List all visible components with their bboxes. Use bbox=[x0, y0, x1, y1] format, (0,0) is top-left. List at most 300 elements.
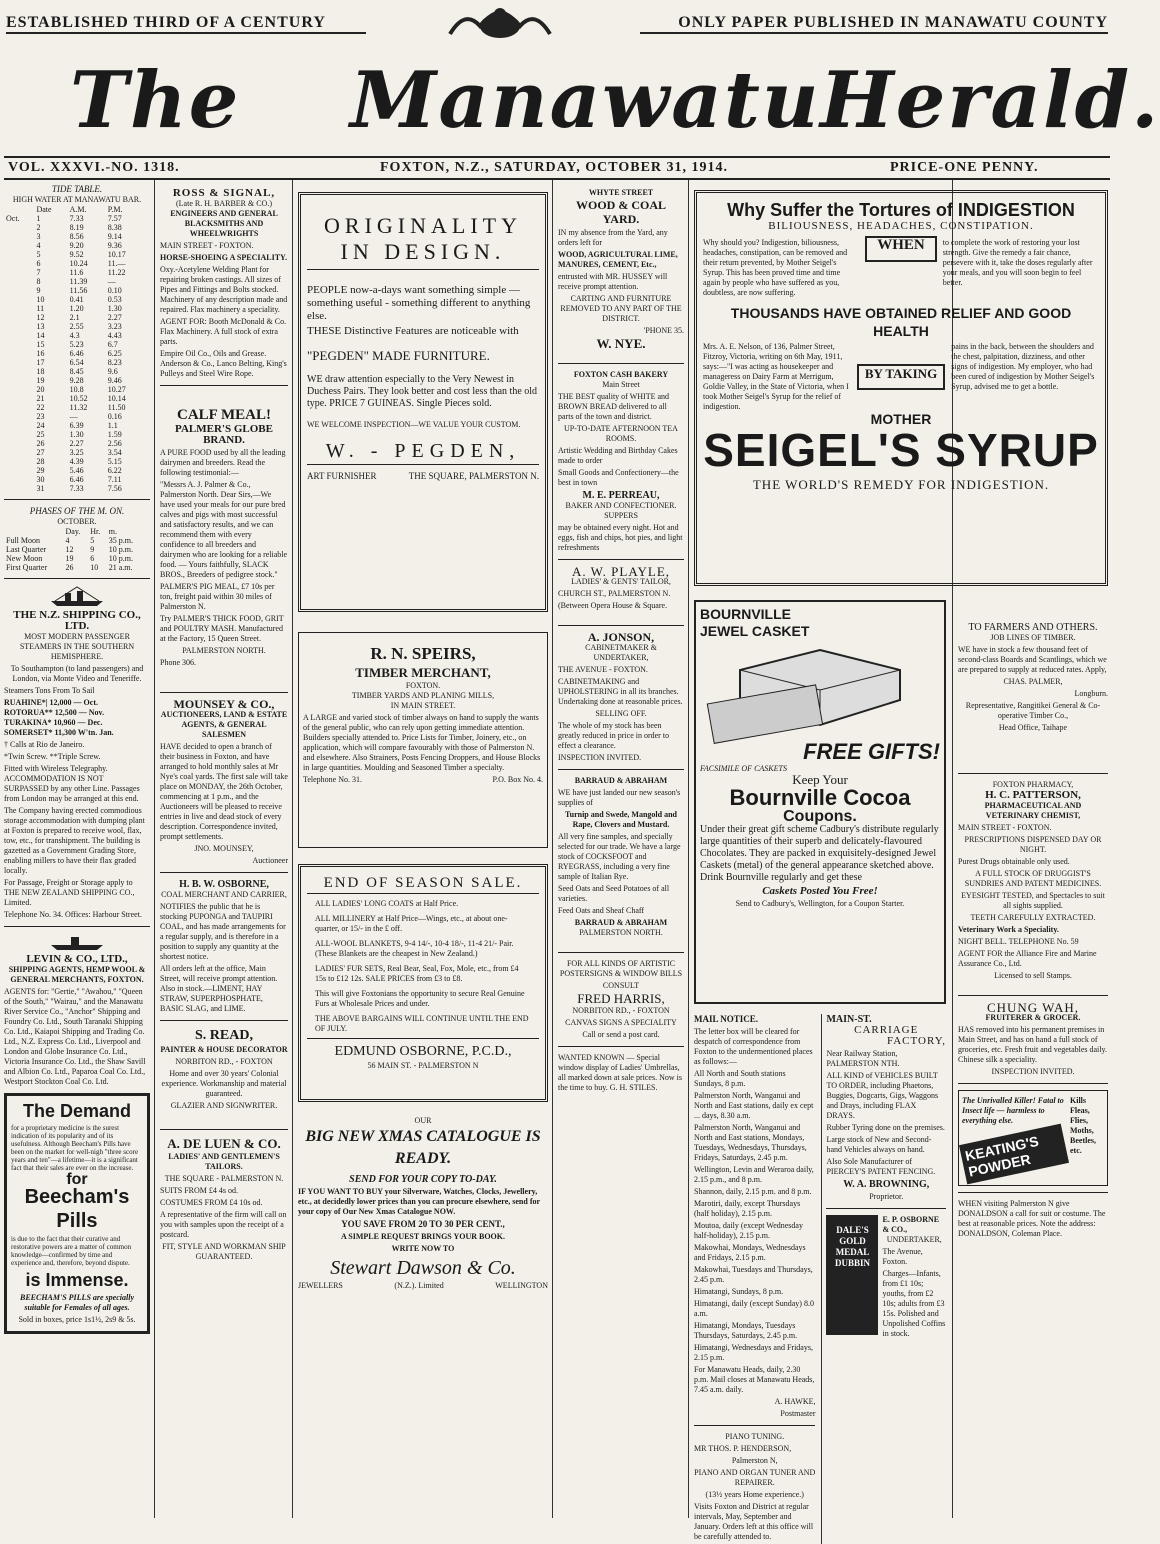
sale-item: THE ABOVE BARGAINS WILL CONTINUE UNTIL THE END OF JULY. bbox=[315, 1014, 529, 1033]
tide-cell: 11.— bbox=[107, 259, 126, 268]
tide-row bbox=[4, 412, 144, 421]
cocoa-fac: FACSIMILE OF CASKETS bbox=[700, 764, 787, 773]
masthead-rule bbox=[4, 156, 1110, 158]
tide-cell: 17 bbox=[36, 358, 45, 367]
tide-month bbox=[4, 304, 34, 313]
harris-canvas: CANVAS SIGNS A SPECIALITY bbox=[565, 1018, 677, 1027]
moon-cell: 35 p.m. bbox=[108, 536, 133, 545]
farmers-office: Head Office, Taihape bbox=[998, 723, 1068, 732]
tide-month bbox=[4, 241, 34, 250]
tide-cell: 14 bbox=[36, 331, 45, 340]
tide-month bbox=[4, 331, 34, 340]
tide-row bbox=[4, 358, 144, 367]
tide-month bbox=[4, 268, 34, 277]
tide-cell: 4.3 bbox=[69, 331, 80, 340]
osborne-body: NOTIFIES the public that he is stocking PUPONGA and TAUPIRI COAL, and has made arrangements for a regular supply, and is therefore in a position to supply any quantity at the shortest notice. bbox=[160, 902, 286, 961]
left-banner: ESTABLISHED THIRD OF A CENTURY bbox=[6, 14, 366, 34]
tide-cell: 21 bbox=[36, 394, 45, 403]
mail-line: All North and South stations Sundays, 8 p.m. bbox=[694, 1069, 786, 1088]
column-rule bbox=[688, 180, 689, 1518]
moon-cell: 12 bbox=[65, 545, 74, 554]
pharm-bell: NIGHT BELL. TELEPHONE No. 59 bbox=[958, 937, 1079, 946]
tide-month bbox=[4, 457, 34, 466]
jonson-sub: CABINETMAKER & UNDERTAKER, bbox=[585, 643, 657, 662]
mounsey-sub: AUCTIONEERS, LAND & ESTATE AGENTS, & GENERAL SALESMEN bbox=[160, 710, 288, 739]
cocoa-keep: Keep Your bbox=[792, 772, 848, 787]
mail-body: The letter box will be cleared for despatch of correspondence from Foxton to the undermentioned places as follows:— bbox=[694, 1027, 813, 1066]
column-6 bbox=[958, 622, 1108, 1518]
tide-cell: 11.39 bbox=[69, 277, 88, 286]
ind-title: Why Suffer the Tortures of INDIGESTION bbox=[727, 200, 1075, 220]
playle-loc: (Between Opera House & Square. bbox=[558, 601, 668, 610]
moon-header bbox=[4, 527, 63, 536]
moon-cell: 21 a.m. bbox=[108, 563, 133, 572]
tide-row bbox=[4, 331, 144, 340]
tide-month bbox=[4, 322, 34, 331]
tide-row bbox=[4, 394, 144, 403]
right-banner: ONLY PAPER PUBLISHED IN MANAWATU COUNTY bbox=[640, 14, 1108, 34]
tide-cell: 11.22 bbox=[107, 268, 126, 277]
tide-cell: 2 bbox=[36, 223, 41, 232]
tide-cell: 11 bbox=[36, 304, 45, 313]
tide-row bbox=[4, 430, 144, 439]
tide-row bbox=[4, 403, 144, 412]
calf-body: A PURE FOOD used by all the leading dairymen and breeders. Read the following testimonial:— bbox=[160, 448, 286, 477]
tide-month bbox=[4, 259, 34, 268]
tide-cell: 23 bbox=[36, 412, 45, 421]
tide-month bbox=[4, 277, 34, 286]
tide-cell: 10.24 bbox=[69, 259, 88, 268]
keatings-name: KEATING'S POWDER bbox=[959, 1124, 1069, 1185]
tide-cell: 7.56 bbox=[107, 484, 122, 493]
moon-cell: 10 p.m. bbox=[108, 545, 133, 554]
moon-row bbox=[4, 554, 144, 563]
cocoa-free: FREE GIFTS! bbox=[803, 739, 940, 764]
pharm-drugs: Purest Drugs obtainable only used. bbox=[958, 857, 1070, 866]
tide-cell: 8.45 bbox=[69, 367, 84, 376]
mounsey-body: HAVE decided to open a branch of their business in Foxton, and have arranged to hold monthly sales at Mr Nye's coal yards. The first sale will take place on MONDAY, the 26th October, commencing at 1 p.m., and the Auctioneers will be pleased to receive entries in live and dead stock of every description. Correspondence invited, prompt settlements. bbox=[160, 742, 288, 841]
tide-cell: 8 bbox=[36, 277, 41, 286]
pegden-ad bbox=[298, 192, 548, 612]
moon-header: Day. bbox=[65, 527, 81, 536]
tide-cell: 3 bbox=[36, 232, 41, 241]
calf-try: Try PALMER'S THICK FOOD, GRIT and POULTRY MASH. Manufactured at the Factory, 15 Queen Street. bbox=[160, 614, 284, 643]
carriage-body: ALL KIND of VEHICLES BUILT TO ORDER, including Phaetons, Buggies, Dogcarts, Gigs, Waggons and Drays, including FLAX DRAYS. bbox=[826, 1071, 939, 1120]
tide-month bbox=[4, 250, 34, 259]
dubbin-ad bbox=[826, 1215, 878, 1335]
beecham-body2: is due to the fact that their curative and restorative powers are a matter of common knowledge—confirmed by time and experience and, therefore, beyond dispute. bbox=[11, 1235, 132, 1267]
tide-cell: 18 bbox=[36, 367, 45, 376]
mail-role: Postmaster bbox=[780, 1409, 816, 1418]
mail-line: Marotiri, daily, except Thursdays (half holiday), 2.15 p.m. bbox=[694, 1199, 801, 1218]
tide-row bbox=[4, 340, 144, 349]
jonson-addr: THE AVENUE - FOXTON. bbox=[558, 665, 648, 674]
keatings-side: Kills Fleas, Flies, Moths, Beetles, etc. bbox=[1070, 1096, 1096, 1155]
bakery-cakes: Artistic Wedding and Birthday Cakes made to order bbox=[558, 446, 678, 465]
tide-row bbox=[4, 376, 144, 385]
moon-row bbox=[4, 545, 144, 554]
mail-line: Moutoa, daily (except Wednesday half-holiday), 2.15 p.m. bbox=[694, 1221, 803, 1240]
bakery-role: BAKER AND CONFECTIONER. bbox=[565, 501, 677, 510]
tide-cell: 11.32 bbox=[69, 403, 88, 412]
title-word-the: The bbox=[70, 55, 241, 146]
ind-taking: BY TAKING bbox=[857, 364, 945, 390]
cocoa-body: Under their great gift scheme Cadbury's distribute regularly large quantities of their superb and delicately-flavoured Chocolates. They are packed in exquisitely-designed Jewel Caskets (metal) of the general appearance sketched above. Drink Bournville regularly and get these bbox=[700, 824, 939, 883]
xmas-foot-mid: (N.Z.). Limited bbox=[394, 1281, 444, 1290]
bakery-sup-body: may be obtained every night. Hot and eggs, fish and chips, hot pies, and light refreshments bbox=[558, 523, 683, 552]
shipping-ships bbox=[4, 698, 150, 738]
speirs-title: R. N. SPEIRS, bbox=[370, 644, 476, 663]
carriage-stock: Large stock of New and Second-hand Vehicles always on hand. bbox=[826, 1135, 932, 1154]
playle-addr: CHURCH ST., PALMERSTON N. bbox=[558, 589, 671, 598]
wanted-notice: WANTED KNOWN — Special window display of Ladies' Umbrellas, all marked down at sale prices. Now is the time to buy. G. H. STILES. bbox=[558, 1053, 682, 1092]
sale-ad bbox=[298, 864, 548, 1102]
tide-row bbox=[4, 313, 144, 322]
tide-title: TIDE TABLE. bbox=[51, 184, 103, 194]
deluen-addr: THE SQUARE - PALMERSTON N. bbox=[164, 1174, 284, 1183]
tide-cell: 10 bbox=[36, 295, 45, 304]
tide-row bbox=[4, 475, 144, 484]
tide-month bbox=[4, 403, 34, 412]
tide-cell: 9 bbox=[36, 286, 41, 295]
title-word-manawatu: Manawatu bbox=[350, 55, 821, 146]
ship-icon bbox=[4, 585, 150, 610]
tide-cell: 3.54 bbox=[107, 448, 122, 457]
tide-month bbox=[4, 232, 34, 241]
column-rule bbox=[552, 180, 553, 1518]
tide-month bbox=[4, 430, 34, 439]
tide-month bbox=[4, 484, 34, 493]
beecham-sold: Sold in boxes, price 1s1½, 2s9 & 5s. bbox=[18, 1315, 136, 1324]
cocoa-name: Bournville Cocoa bbox=[729, 785, 911, 810]
tide-cell: 9.14 bbox=[107, 232, 122, 241]
tide-month bbox=[4, 349, 34, 358]
tide-cell: 11.56 bbox=[69, 286, 88, 295]
xmas-foot-left: JEWELLERS bbox=[298, 1281, 343, 1290]
deluen-end: FIT, STYLE AND WORKMAN SHIP GUARANTEED. bbox=[162, 1242, 286, 1261]
ind-test2: pains in the back, between the shoulders and the chest, palpitation, dizziness, and other signs of indigestion. My employer, who had been cured of indigestion by Mother Seigel's Syrup, advised me to get a bottle. bbox=[951, 342, 1095, 391]
piano-town: Palmerston N, bbox=[731, 1456, 778, 1465]
nye-items: WOOD, AGRICULTURAL LIME, MANURES, CEMENT, Etc., bbox=[558, 250, 678, 269]
harris-call: Call or send a post card. bbox=[582, 1030, 660, 1039]
speirs-tel: Telephone No. 31. bbox=[303, 775, 362, 784]
pharm-rx: PRESCRIPTIONS DISPENSED DAY OR NIGHT. bbox=[964, 835, 1102, 854]
xmas-write: WRITE NOW TO bbox=[391, 1244, 455, 1253]
tide-cell: 28 bbox=[36, 457, 45, 466]
tide-cell: 4 bbox=[36, 241, 41, 250]
tide-header: Date bbox=[36, 205, 52, 214]
speirs-ad bbox=[298, 632, 548, 848]
tide-cell: 5 bbox=[36, 250, 41, 259]
tide-cell: 6.39 bbox=[69, 421, 84, 430]
undertaker-addr: The Avenue, Foxton. bbox=[882, 1247, 923, 1266]
xmas-req: A SIMPLE REQUEST BRINGS YOUR BOOK. bbox=[340, 1232, 506, 1241]
barraud-seed: Seed Oats and Seed Potatoes of all varieties. bbox=[558, 884, 670, 903]
tide-month bbox=[4, 421, 34, 430]
tide-cell: 27 bbox=[36, 448, 45, 457]
mail-sign: A. HAWKE, bbox=[774, 1397, 816, 1406]
jonson-body: CABINETMAKING and UPHOLSTERING in all its branches. Undertaking done at reasonable prices. bbox=[558, 677, 683, 706]
pegden-p4: WE draw attention especially to the Very Newest in Duchess Pairs. They look better and cost less than the old type. PRICE 7 GUINEAS. Single Pieces sold. bbox=[307, 374, 538, 409]
pegden-h1: ORIGINALITY bbox=[324, 213, 522, 238]
pegden-p5: WE WELCOME INSPECTION—WE VALUE YOUR CUSTOM. bbox=[307, 420, 521, 429]
bakery-title: FOXTON CASH BAKERY bbox=[573, 370, 669, 379]
ross-shoe: HORSE-SHOEING A SPECIALITY. bbox=[160, 253, 288, 262]
ross-agent: AGENT FOR: Booth McDonald & Co. Flax Machinery. A full stock of extra parts. bbox=[160, 317, 287, 346]
pegden-foot-left: ART FURNISHER bbox=[307, 471, 377, 481]
jonson-inspect: INSPECTION INVITED. bbox=[558, 753, 642, 762]
playle-sub: LADIES' & GENTS' TAILOR, bbox=[571, 577, 671, 586]
tide-cell: 6.46 bbox=[69, 349, 84, 358]
pharm-loc: FOXTON PHARMACY, bbox=[992, 780, 1074, 789]
xmas-foot bbox=[298, 1280, 548, 1291]
tide-cell: 5.46 bbox=[69, 466, 84, 475]
osborne-title: H. B. W. OSBORNE, bbox=[179, 879, 269, 890]
mail-line: Shannon, daily, 2.15 p.m. and 8 p.m. bbox=[694, 1187, 812, 1196]
shipping-title: THE N.Z. SHIPPING CO., LTD. bbox=[13, 609, 141, 632]
tide-cell: 3.25 bbox=[69, 448, 84, 457]
tide-cell: 0.16 bbox=[107, 412, 122, 421]
tide-cell: 10.27 bbox=[107, 385, 126, 394]
tide-row bbox=[4, 304, 144, 313]
speirs-yards: TIMBER YARDS AND PLANING MILLS, bbox=[351, 691, 495, 700]
tide-cell: 2.56 bbox=[107, 439, 122, 448]
bakery-body: THE BEST quality of WHITE and BROWN BREAD delivered to all parts of the town and district. bbox=[558, 392, 670, 421]
tide-month bbox=[4, 466, 34, 475]
xmas-name: Stewart Dawson & Co. bbox=[330, 1257, 516, 1279]
tide-cell: 6.46 bbox=[69, 475, 84, 484]
column-4 bbox=[558, 188, 684, 1518]
deluen-body: A representative of the firm will call on you with samples upon the receipt of a postcard. bbox=[160, 1210, 287, 1239]
beecham-title: The Demand bbox=[22, 1101, 132, 1121]
tide-cell: 26 bbox=[36, 439, 45, 448]
pharm-vet: Veterinary Work a Speciality. bbox=[958, 925, 1059, 934]
tide-cell: 3.23 bbox=[107, 322, 122, 331]
dubbin-name: DALE'S GOLD MEDAL DUBBIN bbox=[834, 1225, 870, 1268]
mounsey-title: MOUNSEY & CO., bbox=[173, 697, 275, 711]
tide-cell: 2.27 bbox=[107, 313, 122, 322]
barraud-title2: BARRAUD & ABRAHAM bbox=[574, 918, 668, 927]
pegden-foot-right: THE SQUARE, PALMERSTON N. bbox=[408, 471, 539, 481]
pegden-foot bbox=[307, 471, 539, 482]
pharm-name: H. C. PATTERSON, bbox=[985, 789, 1081, 801]
tide-cell: 7.11 bbox=[107, 475, 122, 484]
xmas-save: YOU SAVE FROM 20 TO 30 PER CENT., bbox=[341, 1219, 505, 1229]
shipping-route: To Southampton (to land passengers) and London, via Monte Video and Teneriffe. bbox=[10, 664, 144, 683]
barraud-items: Turnip and Swede, Mangold and Rape, Clovers and Mustard. bbox=[565, 810, 677, 829]
calf-phone: Phone 306. bbox=[160, 658, 196, 667]
carriage-title2: FACTORY, bbox=[886, 1035, 946, 1047]
ross-sub: (Late R. H. BARBER & CO.) bbox=[176, 199, 272, 208]
chung-title: CHUNG WAH, bbox=[986, 1000, 1080, 1015]
moon-cell: 5 bbox=[90, 536, 95, 545]
cocoa-send: Send to Cadbury's, Wellington, for a Coupon Starter. bbox=[735, 899, 905, 908]
xmas-body: IF YOU WANT TO BUY your Silverware, Watches, Clocks, Jewellery, etc., at decidedly lower prices than you can procure elsewhere, send for your copy of Our New Xmas Catalogue NOW. bbox=[298, 1187, 540, 1216]
deluen-cost: COSTUMES FROM £4 10s od. bbox=[160, 1198, 263, 1207]
barraud-title: BARRAUD & ABRAHAM bbox=[574, 776, 668, 785]
tide-row bbox=[4, 322, 144, 331]
tide-cell: 8.23 bbox=[107, 358, 122, 367]
keatings-top: The Unrivalled Killer! Fatal to Insect life — harmless to everything else. bbox=[962, 1096, 1064, 1125]
nye-loc: WHYTE STREET bbox=[588, 188, 654, 197]
volume: VOL. XXXVI.-NO. 1318. bbox=[8, 160, 180, 175]
tide-cell: 9.28 bbox=[69, 376, 84, 385]
barraud-body2: All very fine samples, and specially selected for our trade. We have a large stock of COCKSFOOT and RYEGRASS, including a very fine sample of Italian Rye. bbox=[558, 832, 681, 881]
tide-row bbox=[4, 448, 144, 457]
ross-title: ROSS & SIGNAL, bbox=[172, 187, 276, 199]
carriage-title1: CARRIAGE bbox=[854, 1024, 919, 1036]
dateline: FOXTON, N.Z., SATURDAY, OCTOBER 31, 1914. bbox=[380, 160, 729, 175]
tide-cell: 6 bbox=[36, 259, 41, 268]
tide-row bbox=[4, 268, 144, 277]
tide-cell: 31 bbox=[36, 484, 45, 493]
tide-cell: 7 bbox=[36, 268, 41, 277]
sale-items bbox=[307, 899, 539, 1034]
moon-table bbox=[4, 527, 144, 572]
tide-cell: 20 bbox=[36, 385, 45, 394]
tide-cell: 9.46 bbox=[107, 376, 122, 385]
moon-cell: 10 p.m. bbox=[108, 554, 133, 563]
ship-icon bbox=[4, 933, 150, 954]
mail-line: Makowhai, Mondays, Wednesdays and Fridays, 2.15 p.m. bbox=[694, 1243, 806, 1262]
nye-body2: entrusted with MR. HUSSEY will receive prompt attention. bbox=[558, 272, 668, 291]
tide-row bbox=[4, 259, 144, 268]
tide-cell: 1.59 bbox=[107, 430, 122, 439]
keatings-ad bbox=[958, 1090, 1108, 1186]
tide-cell: 5.23 bbox=[69, 340, 84, 349]
jonson-selling: SELLING OFF. bbox=[595, 709, 647, 718]
ross-addr: MAIN STREET - FOXTON. bbox=[160, 241, 254, 250]
mail-line: Himatangi, Mondays, Tuesdays Thursdays, Saturdays, 2.45 p.m. bbox=[694, 1321, 798, 1340]
pharm-agent: AGENT FOR the Alliance Fire and Marine Assurance Co., Ltd. bbox=[958, 949, 1097, 968]
xmas-our: OUR bbox=[414, 1116, 432, 1125]
tide-cell: 0.41 bbox=[69, 295, 84, 304]
shipping-phone: Telephone No. 34. Offices: Harbour Street. bbox=[4, 910, 142, 919]
tide-row bbox=[4, 241, 144, 250]
crest-icon bbox=[440, 4, 560, 40]
calf-sub: PALMER'S GLOBE BRAND. bbox=[175, 423, 273, 446]
tide-cell: 1 bbox=[36, 214, 41, 223]
tide-cell: 12 bbox=[36, 313, 45, 322]
mail-lines bbox=[694, 1069, 815, 1395]
mail-line: Himatangi, Sundays, 8 p.m. bbox=[694, 1287, 784, 1296]
farmers-title: TO FARMERS AND OTHERS. bbox=[968, 622, 1098, 633]
pharm-addr: MAIN STREET - FOXTON. bbox=[958, 823, 1052, 832]
tide-cell: 24 bbox=[36, 421, 45, 430]
tide-cell: 10.17 bbox=[107, 250, 126, 259]
piano-exp: (13½ years Home experience.) bbox=[705, 1490, 804, 1499]
ind-mother: MOTHER bbox=[870, 411, 932, 427]
pharm-stamps: Licensed to sell Stamps. bbox=[994, 971, 1072, 980]
tide-row bbox=[4, 349, 144, 358]
tide-cell: 1.1 bbox=[107, 421, 118, 430]
ross-trades: ENGINEERS AND GENERAL BLACKSMITHS AND WHEELWRIGHTS bbox=[170, 209, 278, 238]
tide-table bbox=[4, 205, 144, 493]
read-sub: PAINTER & HOUSE DECORATOR bbox=[160, 1045, 288, 1054]
undertaker-title: E. P. OSBORNE & CO., bbox=[882, 1215, 940, 1234]
read-addr: NORBITON RD., - FOXTON bbox=[175, 1057, 273, 1066]
harris-for: FOR ALL KINDS OF ARTISTIC POSTERSIGNS & WINDOW BILLS bbox=[559, 959, 683, 978]
beecham-ad bbox=[4, 1093, 150, 1334]
tide-cell: 10.52 bbox=[69, 394, 88, 403]
donaldson-notice: WHEN visiting Palmerston N give DONALDSON a call for suit or costume. The best at reasonable prices. Note the address: DONALDSON, Coleman Place. bbox=[958, 1199, 1106, 1238]
tide-cell: 9.6 bbox=[107, 367, 118, 376]
mail-line: Himatangi, Wednesdays and Fridays, 2.15 p.m. bbox=[694, 1343, 813, 1362]
speirs-town: FOXTON. bbox=[405, 681, 441, 690]
pegden-p1: PEOPLE now-a-days want something simple — something useful - something different to anything else. bbox=[307, 284, 531, 322]
xmas-title: BIG NEW XMAS CATALOGUE IS READY. bbox=[305, 1128, 541, 1167]
ship-entry: TURAKINA* 10,960 — Dec. bbox=[4, 718, 103, 727]
chung-body: HAS removed into his permanent premises in Main Street, and has on hand a full stock of groceries, etc. Fresh fruit and vegetables daily. Chinese silk a speciality. bbox=[958, 1025, 1107, 1064]
mail-line: Makowhai, Tuesdays and Thursdays, 2.45 p.m. bbox=[694, 1265, 813, 1284]
tide-cell: 11.6 bbox=[69, 268, 84, 277]
tide-cell: 22 bbox=[36, 403, 45, 412]
tide-cell: 16 bbox=[36, 349, 45, 358]
mail-line: Wellington, Levin and Weraroa daily, 2.15 p.m., and 8 p.m. bbox=[694, 1165, 814, 1184]
sale-title: END OF SEASON SALE. bbox=[307, 873, 539, 894]
tide-month bbox=[4, 340, 34, 349]
levin-sub: SHIPPING AGENTS, HEMP WOOL & GENERAL MERCHANTS, FOXTON. bbox=[8, 965, 146, 984]
ind-brand: SEIGEL'S SYRUP bbox=[703, 424, 1099, 476]
nye-carting: CARTING AND FURNITURE REMOVED TO ANY PART OF THE DISTRICT. bbox=[560, 294, 682, 323]
carriage-sole: Also Sole Manufacturer of PIERCEY'S PATENT FENCING. bbox=[826, 1157, 936, 1176]
osborne-body2: All orders left at the office, Main Street, will receive prompt attention. Also in stock.—LIMENT, HAY STRAW, SUPERPHOSPHATE, BASIC SLAG, and LIME. bbox=[160, 964, 278, 1013]
tide-cell: 6.54 bbox=[69, 358, 84, 367]
tide-month bbox=[4, 448, 34, 457]
read-body: Home and over 30 years' Colonial experience. Workmanship and material guaranteed. bbox=[161, 1069, 287, 1098]
tide-month bbox=[4, 295, 34, 304]
tide-cell: 0.10 bbox=[107, 286, 122, 295]
tide-header: P.M. bbox=[107, 205, 123, 214]
nye-phone: 'PHONE 35. bbox=[643, 326, 684, 335]
moon-cell: Full Moon bbox=[6, 536, 41, 545]
moon-title: PHASES OF THE M. ON. bbox=[29, 506, 125, 516]
speirs-sub: TIMBER MERCHANT, bbox=[355, 665, 491, 680]
tide-month bbox=[4, 439, 34, 448]
tide-cell: 25 bbox=[36, 430, 45, 439]
moon-row bbox=[4, 563, 144, 572]
tide-cell: 13 bbox=[36, 322, 45, 331]
farmers-name: CHAS. PALMER, bbox=[1003, 677, 1063, 686]
tide-cell: 15 bbox=[36, 340, 45, 349]
mounsey-role: Auctioneer bbox=[252, 856, 288, 865]
moon-cell: 10 bbox=[90, 563, 99, 572]
tide-month bbox=[4, 376, 34, 385]
ind-remedy: THE WORLD'S REMEDY FOR INDIGESTION. bbox=[752, 477, 1050, 492]
undertaker-sub: UNDERTAKER, bbox=[886, 1235, 942, 1244]
deluen-title: A. DE LUEN & CO. bbox=[167, 1136, 281, 1151]
moon-cell: First Quarter bbox=[6, 563, 48, 572]
beecham-name: Beecham's Pills bbox=[24, 1186, 130, 1232]
xmas-foot-right: WELLINGTON bbox=[495, 1281, 548, 1290]
calf-town: PALMERSTON NORTH. bbox=[182, 646, 266, 655]
tide-row bbox=[4, 223, 144, 232]
tide-cell: 2.1 bbox=[69, 313, 80, 322]
tide-cell: 5.15 bbox=[107, 457, 122, 466]
tide-cell: 29 bbox=[36, 466, 45, 475]
tide-row bbox=[4, 367, 144, 376]
tide-row bbox=[4, 484, 144, 493]
dateline-rule bbox=[4, 178, 1110, 180]
playle-title: A. W. PLAYLE, bbox=[571, 564, 671, 579]
tide-cell: 1.20 bbox=[69, 304, 84, 313]
sale-item: ALL MILLINERY at Half Price—Wings, etc., at about one-quarter, or 15/- in the £ off. bbox=[315, 914, 508, 933]
piano-sub: PIANO AND ORGAN TUNER AND REPAIRER. bbox=[694, 1468, 816, 1487]
sale-item: ALL-WOOL BLANKETS, 9-4 14/-, 10-4 18/-, 11-4 21/- Pair. (These Blankets are the cheapest in New Zealand.) bbox=[315, 939, 514, 958]
deluen-suits: SUITS FROM £4 4s od. bbox=[160, 1186, 239, 1195]
moon-cell: 26 bbox=[65, 563, 74, 572]
tide-cell: 8.38 bbox=[107, 223, 122, 232]
